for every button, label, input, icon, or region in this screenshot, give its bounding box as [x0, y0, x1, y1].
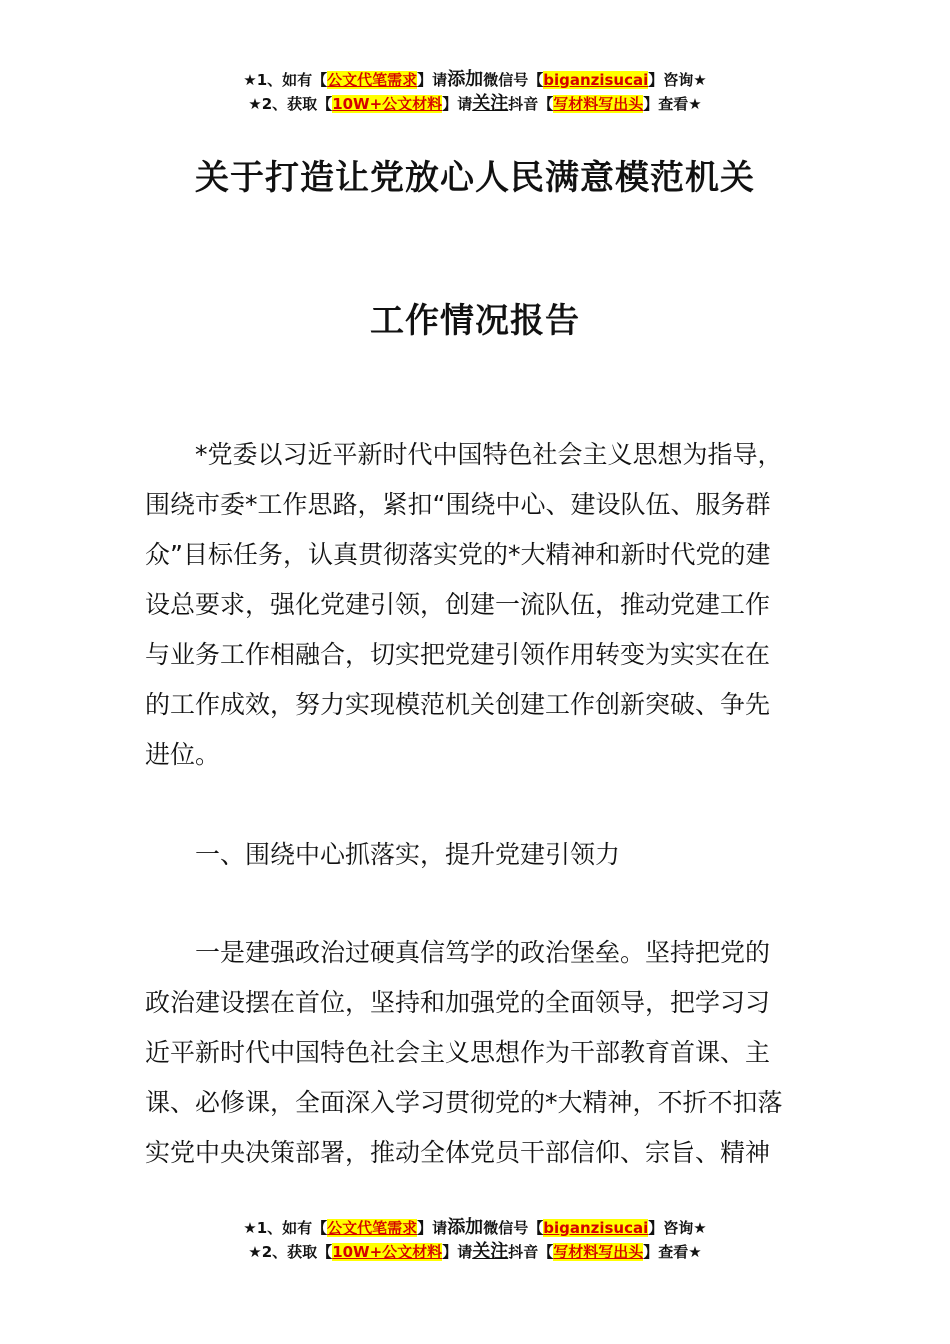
banner-text: ★1、如有【 — [243, 1219, 328, 1237]
banner-highlight: biganzisucai — [543, 71, 649, 89]
banner-emphasis: 关注 — [472, 1241, 509, 1262]
text-line: 近平新时代中国特色社会主义思想作为干部教育首课、主 — [145, 1038, 771, 1067]
banner-highlight: 10W+公文材料 — [332, 1243, 443, 1261]
banner-line-1 — [0, 68, 950, 92]
banner-text: 微信号【 — [483, 71, 544, 89]
bottom-banner — [0, 1216, 950, 1264]
banner-emphasis: 关注 — [472, 93, 509, 114]
text-line: 的工作成效，努力实现模范机关创建工作创新突破、争先 — [145, 690, 771, 719]
text-line: 设总要求，强化党建引领，创建一流队伍，推动党建工作 — [145, 590, 771, 619]
section-heading — [145, 830, 807, 880]
banner-highlight: 公文代笔需求 — [327, 71, 418, 89]
banner-emphasis: 添加 — [447, 69, 484, 90]
text-line: *党委以习近平新时代中国特色社会主义思想为指导， — [195, 440, 783, 469]
document-title-line-1: 关于打造让党放心人民满意模范机关 — [195, 158, 755, 198]
banner-text: ★2、获取【 — [248, 1243, 333, 1261]
banner-line-2 — [0, 1240, 950, 1264]
banner-text: ★2、获取【 — [248, 95, 333, 113]
text-line: 众”目标任务，认真贯彻落实党的*大精神和新时代党的建 — [145, 540, 771, 569]
banner-text: 】咨询★ — [648, 71, 707, 89]
banner-text: 抖音【 — [508, 1243, 554, 1261]
text-line: 进位。 — [145, 740, 221, 769]
banner-highlight: 10W+公文材料 — [332, 95, 443, 113]
document-title-line-2: 工作情况报告 — [370, 301, 580, 341]
banner-text: 】请 — [417, 71, 448, 89]
banner-text: 】查看★ — [643, 1243, 702, 1261]
text-line: 课、必修课，全面深入学习贯彻党的*大精神，不折不扣落 — [145, 1088, 783, 1117]
banner-line-2 — [0, 92, 950, 116]
banner-line-1 — [0, 1216, 950, 1240]
banner-text: ★1、如有【 — [243, 71, 328, 89]
text-line: 政治建设摆在首位，坚持和加强党的全面领导，把学习习 — [145, 988, 771, 1017]
top-banner — [0, 68, 950, 116]
heading-text: 一、围绕中心抓落实，提升党建引领力 — [195, 840, 621, 869]
text-line: 实党中央决策部署，推动全体党员干部信仰、宗旨、精神 — [145, 1138, 771, 1167]
banner-text: 】请 — [442, 95, 473, 113]
banner-text: 】查看★ — [643, 95, 702, 113]
text-line: 与业务工作相融合，切实把党建引领作用转变为实实在在 — [145, 640, 771, 669]
banner-highlight: 写材料写出头 — [553, 1243, 644, 1261]
banner-text: 微信号【 — [483, 1219, 544, 1237]
banner-text: 】请 — [442, 1243, 473, 1261]
banner-highlight: biganzisucai — [543, 1219, 649, 1237]
banner-highlight: 写材料写出头 — [553, 95, 644, 113]
banner-emphasis: 添加 — [447, 1217, 484, 1238]
text-line: 一是建强政治过硬真信笃学的政治堡垒。坚持把党的 — [195, 938, 771, 967]
paragraph-section-1 — [145, 928, 807, 1178]
paragraph-intro — [145, 430, 807, 780]
banner-text: 】请 — [417, 1219, 448, 1237]
banner-text: 】咨询★ — [648, 1219, 707, 1237]
banner-text: 抖音【 — [508, 95, 554, 113]
banner-highlight: 公文代笔需求 — [327, 1219, 418, 1237]
text-line: 围绕市委*工作思路，紧扣“围绕中心、建设队伍、服务群 — [145, 490, 771, 519]
